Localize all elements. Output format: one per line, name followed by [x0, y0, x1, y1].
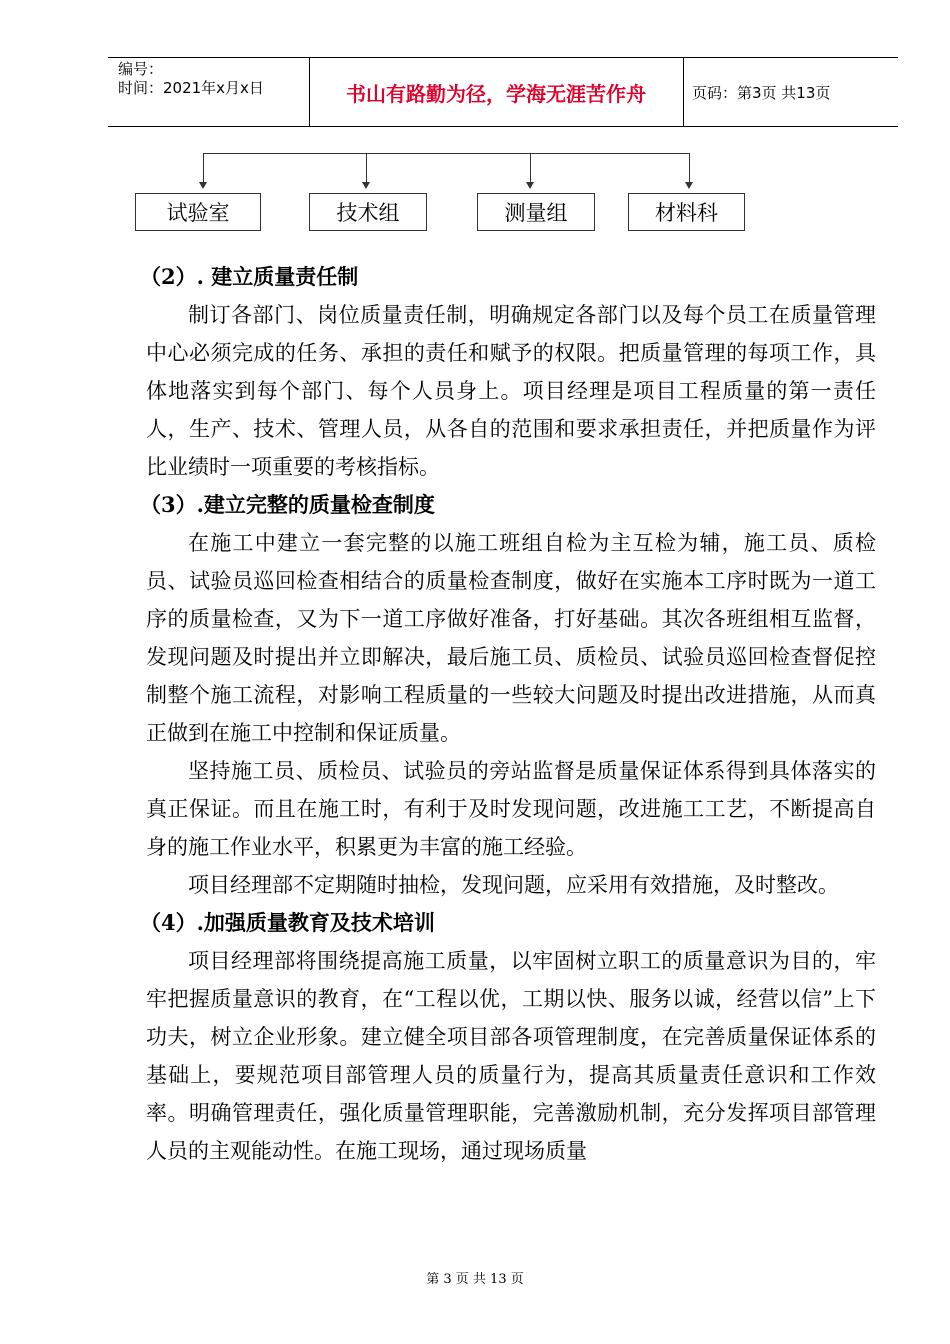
page-footer: 第 3 页 共 13 页	[426, 1272, 524, 1287]
org-connector-vertical	[689, 153, 690, 183]
number-label: 编号：	[118, 60, 164, 78]
document-header	[108, 57, 898, 127]
arrow-down-icon	[685, 182, 693, 189]
header-page-label: 页码：第3页 共13页	[692, 84, 831, 102]
section-heading: （2）. 建立质量责任制	[140, 264, 359, 289]
org-connector-horizontal	[203, 153, 690, 154]
paragraph: 项目经理部不定期随时抽检，发现问题，应采用有效措施，及时整改。	[188, 873, 839, 897]
org-box-tech: 技术组	[309, 193, 427, 231]
org-connector-vertical	[203, 153, 204, 183]
header-divider	[683, 58, 684, 126]
header-meta	[118, 60, 264, 98]
time-label: 时间：2021年x月x日	[118, 79, 264, 97]
org-box-lab: 试验室	[135, 193, 261, 231]
org-box-survey: 测量组	[477, 193, 595, 231]
paragraph: 制订各部门、岗位质量责任制，明确规定各部门以及每个员工在质量管理中心必须完成的任务、承担的责任和赋予的权限。把质量管理的每项工作，具体地落实到每个部门、每个人员身上。项目经理是项目工程质量的第一责任人，生产、技术、管理人员，从各自的范围和要求承担责任，并把质量作为评比业绩时一项重要的考核指标。	[146, 303, 876, 479]
org-chart	[0, 150, 950, 240]
arrow-down-icon	[199, 182, 207, 189]
section-heading: （3）.建立完整的质量检查制度	[140, 492, 435, 517]
paragraph: 项目经理部将围绕提高施工质量，以牢固树立职工的质量意识为目的，牢牢把握质量意识的教育，在“工程以优，工期以快、服务以诚，经营以信”上下功夫，树立企业形象。建立健全项目部各项管理制度，在完善质量保证体系的基础上，要规范项目部管理人员的质量行为，提高其质量责任意识和工作效率。明确管理责任，强化质量管理职能，完善激励机制，充分发挥项目部管理人员的主观能动性。在施工现场，通过现场质量	[146, 949, 876, 1163]
org-box-materials: 材料科	[628, 193, 745, 231]
arrow-down-icon	[526, 182, 534, 189]
paragraph: 在施工中建立一套完整的以施工班组自检为主互检为辅，施工员、质检员、试验员巡回检查相结合的质量检查制度，做好在实施本工序时既为一道工序的质量检查，又为下一道工序做好准备，打好基础。其次各班组相互监督，发现问题及时提出并立即解决，最后施工员、质检员、试验员巡回检查督促控制整个施工流程，对影响工程质量的一些较大问题及时提出改进措施，从而真正做到在施工中控制和保证质量。	[146, 531, 876, 745]
paragraph: 坚持施工员、质检员、试验员的旁站监督是质量保证体系得到具体落实的真正保证。而且在施工时，有利于及时发现问题，改进施工工艺，不断提高自身的施工作业水平，积累更为丰富的施工经验。	[146, 759, 876, 859]
org-connector-vertical	[530, 153, 531, 183]
document-body	[140, 258, 876, 1170]
arrow-down-icon	[362, 182, 370, 189]
org-connector-vertical	[366, 153, 367, 183]
header-motto: 书山有路勤为径，学海无涯苦作舟	[346, 81, 646, 106]
section-heading: （4）.加强质量教育及技术培训	[140, 910, 435, 935]
